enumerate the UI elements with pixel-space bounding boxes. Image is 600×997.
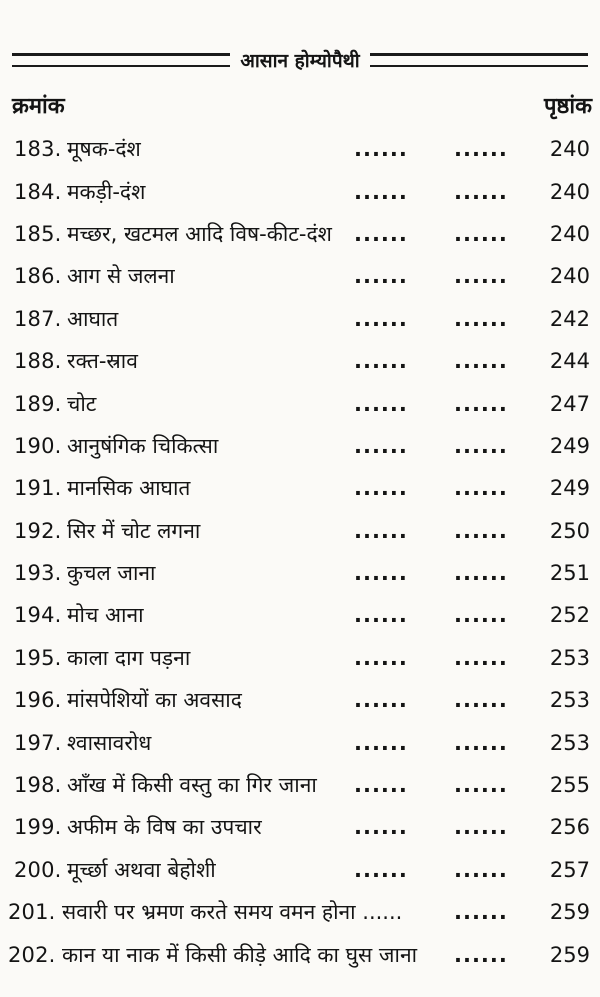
contents-list [0, 128, 600, 976]
entry-number: 202. [8, 942, 56, 967]
entry-number: 195. [14, 645, 62, 670]
leader-dots: ...... [354, 561, 408, 586]
entry-title: मोच आना [67, 603, 144, 628]
entry-number: 183. [14, 137, 62, 162]
entry-page-number: 257 [549, 857, 590, 882]
entry-page-number: 251 [549, 561, 590, 586]
entry-number: 200. [14, 857, 62, 882]
leader-dots: ...... [454, 179, 508, 204]
leader-dots: ...... [354, 815, 408, 840]
leader-dots: ...... [354, 179, 408, 204]
leader-dots: ...... [454, 603, 508, 628]
entry-page-number: 250 [549, 518, 590, 543]
leader-dots: ...... [454, 433, 508, 458]
leader-dots: ...... [454, 306, 508, 331]
leader-dots: ...... [354, 645, 408, 670]
leader-dots: ...... [454, 476, 508, 501]
running-header [12, 42, 588, 78]
entry-title: आनुषंगिक चिकित्सा [67, 433, 219, 458]
entry-page-number: 253 [549, 645, 590, 670]
entry-title: आग से जलना [67, 264, 175, 289]
leader-dots: ...... [354, 773, 408, 798]
list-item [0, 637, 600, 679]
list-item [0, 467, 600, 509]
list-item [0, 721, 600, 763]
entry-title: कान या नाक में किसी कीड़े आदि का घुस जाना [62, 942, 418, 967]
leader-dots: ...... [454, 900, 508, 925]
column-page-label: पृष्ठांक [543, 94, 592, 119]
leader-dots: ...... [454, 857, 508, 882]
entry-page-number: 240 [549, 137, 590, 162]
entry-number: 201. [8, 900, 56, 925]
entry-number: 190. [14, 433, 62, 458]
entry-title: चोट [67, 391, 97, 416]
entry-page-number: 247 [549, 391, 590, 416]
list-item [0, 933, 600, 975]
leader-dots: ...... [454, 518, 508, 543]
entry-number: 194. [14, 603, 62, 628]
leader-dots: ...... [454, 264, 508, 289]
list-item [0, 806, 600, 848]
header-rule-right [370, 53, 588, 67]
leader-dots: ...... [454, 137, 508, 162]
entry-number: 188. [14, 349, 62, 374]
list-item [0, 849, 600, 891]
entry-title: मूषक-दंश [67, 137, 141, 162]
list-item [0, 891, 600, 933]
entry-page-number: 240 [549, 264, 590, 289]
list-item [0, 594, 600, 636]
entry-page-number: 255 [549, 773, 590, 798]
list-item [0, 170, 600, 212]
leader-dots: ...... [354, 433, 408, 458]
entry-title: सिर में चोट लगना [67, 518, 201, 543]
leader-dots: ...... [354, 391, 408, 416]
leader-dots: ...... [354, 603, 408, 628]
entry-number: 189. [14, 391, 62, 416]
entry-number: 198. [14, 773, 62, 798]
list-item [0, 552, 600, 594]
entry-title: मानसिक आघात [67, 476, 191, 501]
entry-number: 191. [14, 476, 62, 501]
entry-title: आँख में किसी वस्तु का गिर जाना [67, 773, 317, 798]
list-item [0, 425, 600, 467]
leader-dots: ...... [354, 349, 408, 374]
entry-page-number: 252 [549, 603, 590, 628]
list-item [0, 213, 600, 255]
list-item [0, 679, 600, 721]
list-item [0, 255, 600, 297]
list-item [0, 340, 600, 382]
column-serial-label: क्रमांक [12, 94, 65, 119]
entry-title: रक्त-स्राव [67, 349, 138, 374]
entry-title: मांसपेशियों का अवसाद [67, 688, 242, 713]
entry-number: 187. [14, 306, 62, 331]
leader-dots: ...... [354, 221, 408, 246]
entry-title: सवारी पर भ्रमण करते समय वमन होना ...... [62, 900, 403, 925]
leader-dots: ...... [354, 857, 408, 882]
entry-page-number: 256 [549, 815, 590, 840]
entry-page-number: 244 [549, 349, 590, 374]
leader-dots: ...... [454, 561, 508, 586]
entry-number: 186. [14, 264, 62, 289]
header-title: आसान होम्योपैथी [240, 50, 360, 72]
entry-page-number: 253 [549, 688, 590, 713]
list-item [0, 298, 600, 340]
leader-dots: ...... [354, 688, 408, 713]
list-item [0, 382, 600, 424]
leader-dots: ...... [454, 942, 508, 967]
entry-page-number: 240 [549, 221, 590, 246]
entry-title: श्वासावरोध [67, 730, 152, 755]
leader-dots: ...... [454, 645, 508, 670]
leader-dots: ...... [454, 688, 508, 713]
entry-number: 197. [14, 730, 62, 755]
entry-page-number: 242 [549, 306, 590, 331]
entry-number: 184. [14, 179, 62, 204]
column-headers [12, 90, 592, 124]
entry-page-number: 259 [549, 942, 590, 967]
leader-dots: ...... [354, 518, 408, 543]
header-rule-left [12, 53, 230, 67]
leader-dots: ...... [454, 815, 508, 840]
entry-page-number: 259 [549, 900, 590, 925]
entry-page-number: 240 [549, 179, 590, 204]
leader-dots: ...... [354, 730, 408, 755]
leader-dots: ...... [454, 730, 508, 755]
entry-title: अफीम के विष का उपचार [67, 815, 262, 840]
entry-number: 193. [14, 561, 62, 586]
leader-dots: ...... [454, 221, 508, 246]
entry-page-number: 253 [549, 730, 590, 755]
leader-dots: ...... [454, 773, 508, 798]
entry-title: कुचल जाना [67, 561, 156, 586]
leader-dots: ...... [454, 349, 508, 374]
entry-title: मकड़ी-दंश [67, 179, 146, 204]
entry-title: आघात [67, 306, 119, 331]
entry-number: 185. [14, 221, 62, 246]
entry-title: मच्छर, खटमल आदि विष-कीट-दंश [67, 221, 332, 246]
entry-number: 199. [14, 815, 62, 840]
entry-number: 196. [14, 688, 62, 713]
leader-dots: ...... [354, 264, 408, 289]
entry-title: काला दाग पड़ना [67, 645, 191, 670]
list-item [0, 510, 600, 552]
leader-dots: ...... [454, 391, 508, 416]
entry-title: मूर्च्छा अथवा बेहोशी [67, 857, 216, 882]
entry-page-number: 249 [549, 476, 590, 501]
leader-dots: ...... [354, 306, 408, 331]
list-item [0, 764, 600, 806]
leader-dots: ...... [354, 476, 408, 501]
leader-dots: ...... [354, 137, 408, 162]
entry-number: 192. [14, 518, 62, 543]
entry-page-number: 249 [549, 433, 590, 458]
list-item [0, 128, 600, 170]
